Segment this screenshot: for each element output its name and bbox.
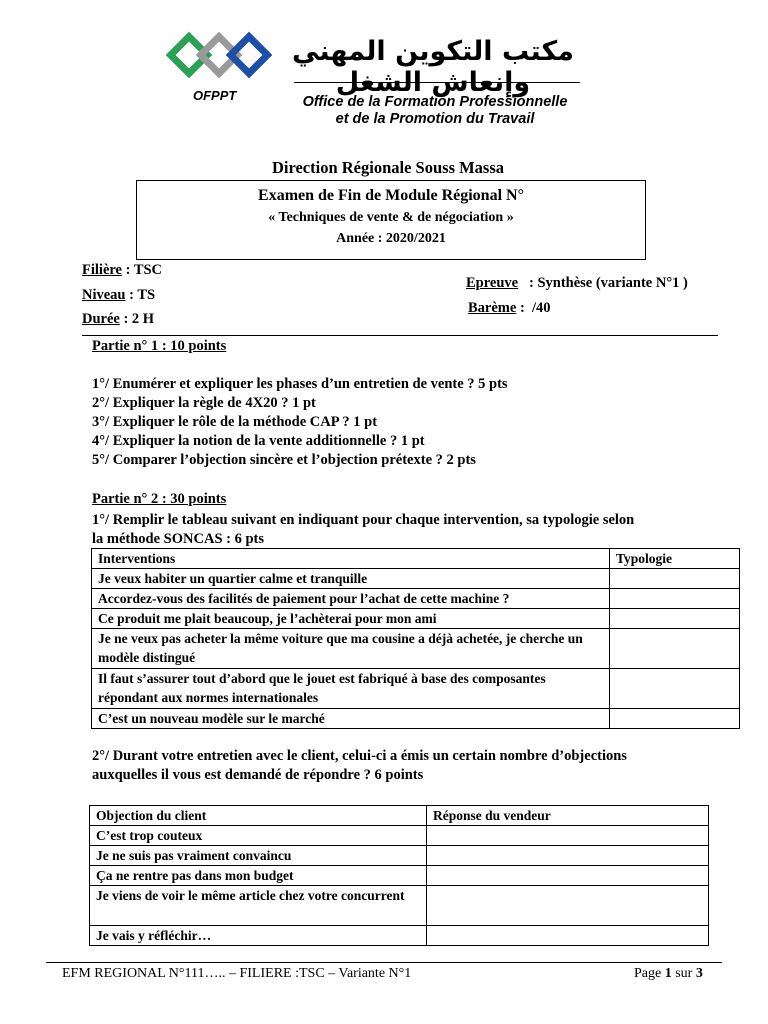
exam-box [136, 180, 646, 260]
epreuve-label: Epreuve [466, 275, 519, 291]
exam-title: Examen de Fin de Module Régional N° [258, 187, 524, 204]
part2-title: Partie n° 2 : 30 points [92, 491, 227, 507]
intervention-cell: Il faut s’assurer tout d’abord que le jouet est fabriqué à base des composantes répondant aux normes internationales [92, 669, 610, 709]
page-total: 3 [695, 966, 703, 981]
niveau-label: Niveau [82, 287, 126, 303]
part2-q2-line1: 2°/ Durant votre entretien avec le client, celui-ci a émis un certain nombre d’objections [92, 748, 627, 764]
bareme-label: Barème [468, 300, 517, 316]
reponse-cell[interactable] [427, 846, 709, 866]
part2-question-1 [92, 511, 634, 549]
table-row [92, 669, 740, 709]
office-name [284, 94, 586, 128]
page-indicator [634, 966, 703, 982]
niveau [82, 287, 155, 304]
table-header-reponse: Réponse du vendeur [427, 806, 709, 826]
table-row [90, 886, 709, 926]
part2-q1-line2: la méthode SONCAS : 6 pts [92, 531, 264, 547]
table-row [92, 569, 740, 589]
footer-divider [46, 962, 722, 963]
objection-cell: C’est trop couteux [90, 826, 427, 846]
section-divider [82, 335, 718, 336]
exam-subject: « Techniques de vente & de négociation » [268, 210, 514, 225]
duree [82, 311, 154, 328]
page-prefix: Page [634, 966, 665, 981]
objection-cell: Ça ne rentre pas dans mon budget [90, 866, 427, 886]
reponse-cell[interactable] [427, 826, 709, 846]
page-separator: sur [671, 966, 696, 981]
table-row [90, 846, 709, 866]
reponse-cell[interactable] [427, 866, 709, 886]
intervention-cell: C’est un nouveau modèle sur le marché [92, 709, 610, 729]
duree-value: : 2 H [119, 311, 155, 327]
epreuve [466, 275, 688, 292]
filiere-value: : TSC [122, 262, 163, 278]
question-1-1: 1°/ Enumérer et expliquer les phases d’un entretien de vente ? 5 pts [92, 376, 508, 392]
table-row [92, 589, 740, 609]
objection-cell: Je ne suis pas vraiment convaincu [90, 846, 427, 866]
intervention-cell: Accordez-vous des facilités de paiement pour l’achat de cette machine ? [92, 589, 610, 609]
table-row [92, 709, 740, 729]
intervention-cell: Je veux habiter un quartier calme et tranquille [92, 569, 610, 589]
soncas-table [91, 548, 740, 729]
footer-label: EFM REGIONAL N°111….. – FILIERE :TSC – Variante N°1 [62, 966, 412, 981]
objections-table [89, 805, 709, 946]
intervention-cell: Je ne veux pas acheter la même voiture que ma cousine a déjà achetée, je cherche un modèle distingué [92, 629, 610, 669]
ofppt-logo-icon [166, 30, 272, 90]
table-header-row [90, 806, 709, 826]
question-1-5: 5°/ Comparer l’objection sincère et l’objection prétexte ? 2 pts [92, 452, 476, 468]
question-1-3: 3°/ Expliquer le rôle de la méthode CAP ? 1 pt [92, 414, 378, 430]
table-row [92, 629, 740, 669]
question-1-4: 4°/ Expliquer la notion de la vente additionnelle ? 1 pt [92, 433, 425, 449]
typologie-cell[interactable] [610, 709, 740, 729]
table-header-objection: Objection du client [90, 806, 427, 826]
typologie-cell[interactable] [610, 589, 740, 609]
typologie-cell[interactable] [610, 569, 740, 589]
office-line-1: Office de la Formation Professionnelle [302, 94, 568, 110]
part1-title: Partie n° 1 : 10 points [92, 338, 227, 354]
typologie-cell[interactable] [610, 629, 740, 669]
part1-questions [92, 375, 508, 470]
niveau-value: : TS [125, 287, 156, 303]
filiere [82, 262, 162, 279]
typologie-cell[interactable] [610, 669, 740, 709]
table-header-interventions: Interventions [92, 549, 610, 569]
arabic-org-name: مكتب التكوين المهني وإنعاش الشغل [292, 36, 574, 98]
table-row [90, 866, 709, 886]
bareme-value: : /40 [516, 300, 551, 316]
table-header-row [92, 549, 740, 569]
part2-q2-line2: auxquelles il vous est demandé de répondre ? 6 points [92, 767, 424, 783]
part2-q1-line1: 1°/ Remplir le tableau suivant en indiquant pour chaque intervention, sa typologie selon [92, 512, 635, 528]
objection-cell: Je viens de voir le même article chez votre concurrent [90, 886, 427, 926]
logo-text: OFPPT [193, 88, 237, 103]
table-row [90, 826, 709, 846]
table-header-typologie: Typologie [610, 549, 740, 569]
table-row [92, 609, 740, 629]
typologie-cell[interactable] [610, 609, 740, 629]
bareme [468, 300, 551, 317]
part2-question-2 [92, 747, 627, 785]
duree-label: Durée [82, 311, 120, 327]
objection-cell: Je vais y réfléchir… [90, 926, 427, 946]
direction-title: Direction Régionale Souss Massa [271, 158, 505, 177]
epreuve-value: : Synthèse (variante N°1 ) [518, 275, 688, 291]
filiere-label: Filière [82, 262, 122, 278]
question-1-2: 2°/ Expliquer la règle de 4X20 ? 1 pt [92, 395, 316, 411]
exam-year: Année : 2020/2021 [336, 231, 446, 246]
reponse-cell[interactable] [427, 926, 709, 946]
intervention-cell: Ce produit me plait beaucoup, je l’achèterai pour mon ami [92, 609, 610, 629]
table-row [90, 926, 709, 946]
office-line-2: et de la Promotion du Travail [335, 111, 535, 127]
page-number: 1 [664, 966, 672, 981]
reponse-cell[interactable] [427, 886, 709, 926]
header-divider [294, 82, 580, 83]
